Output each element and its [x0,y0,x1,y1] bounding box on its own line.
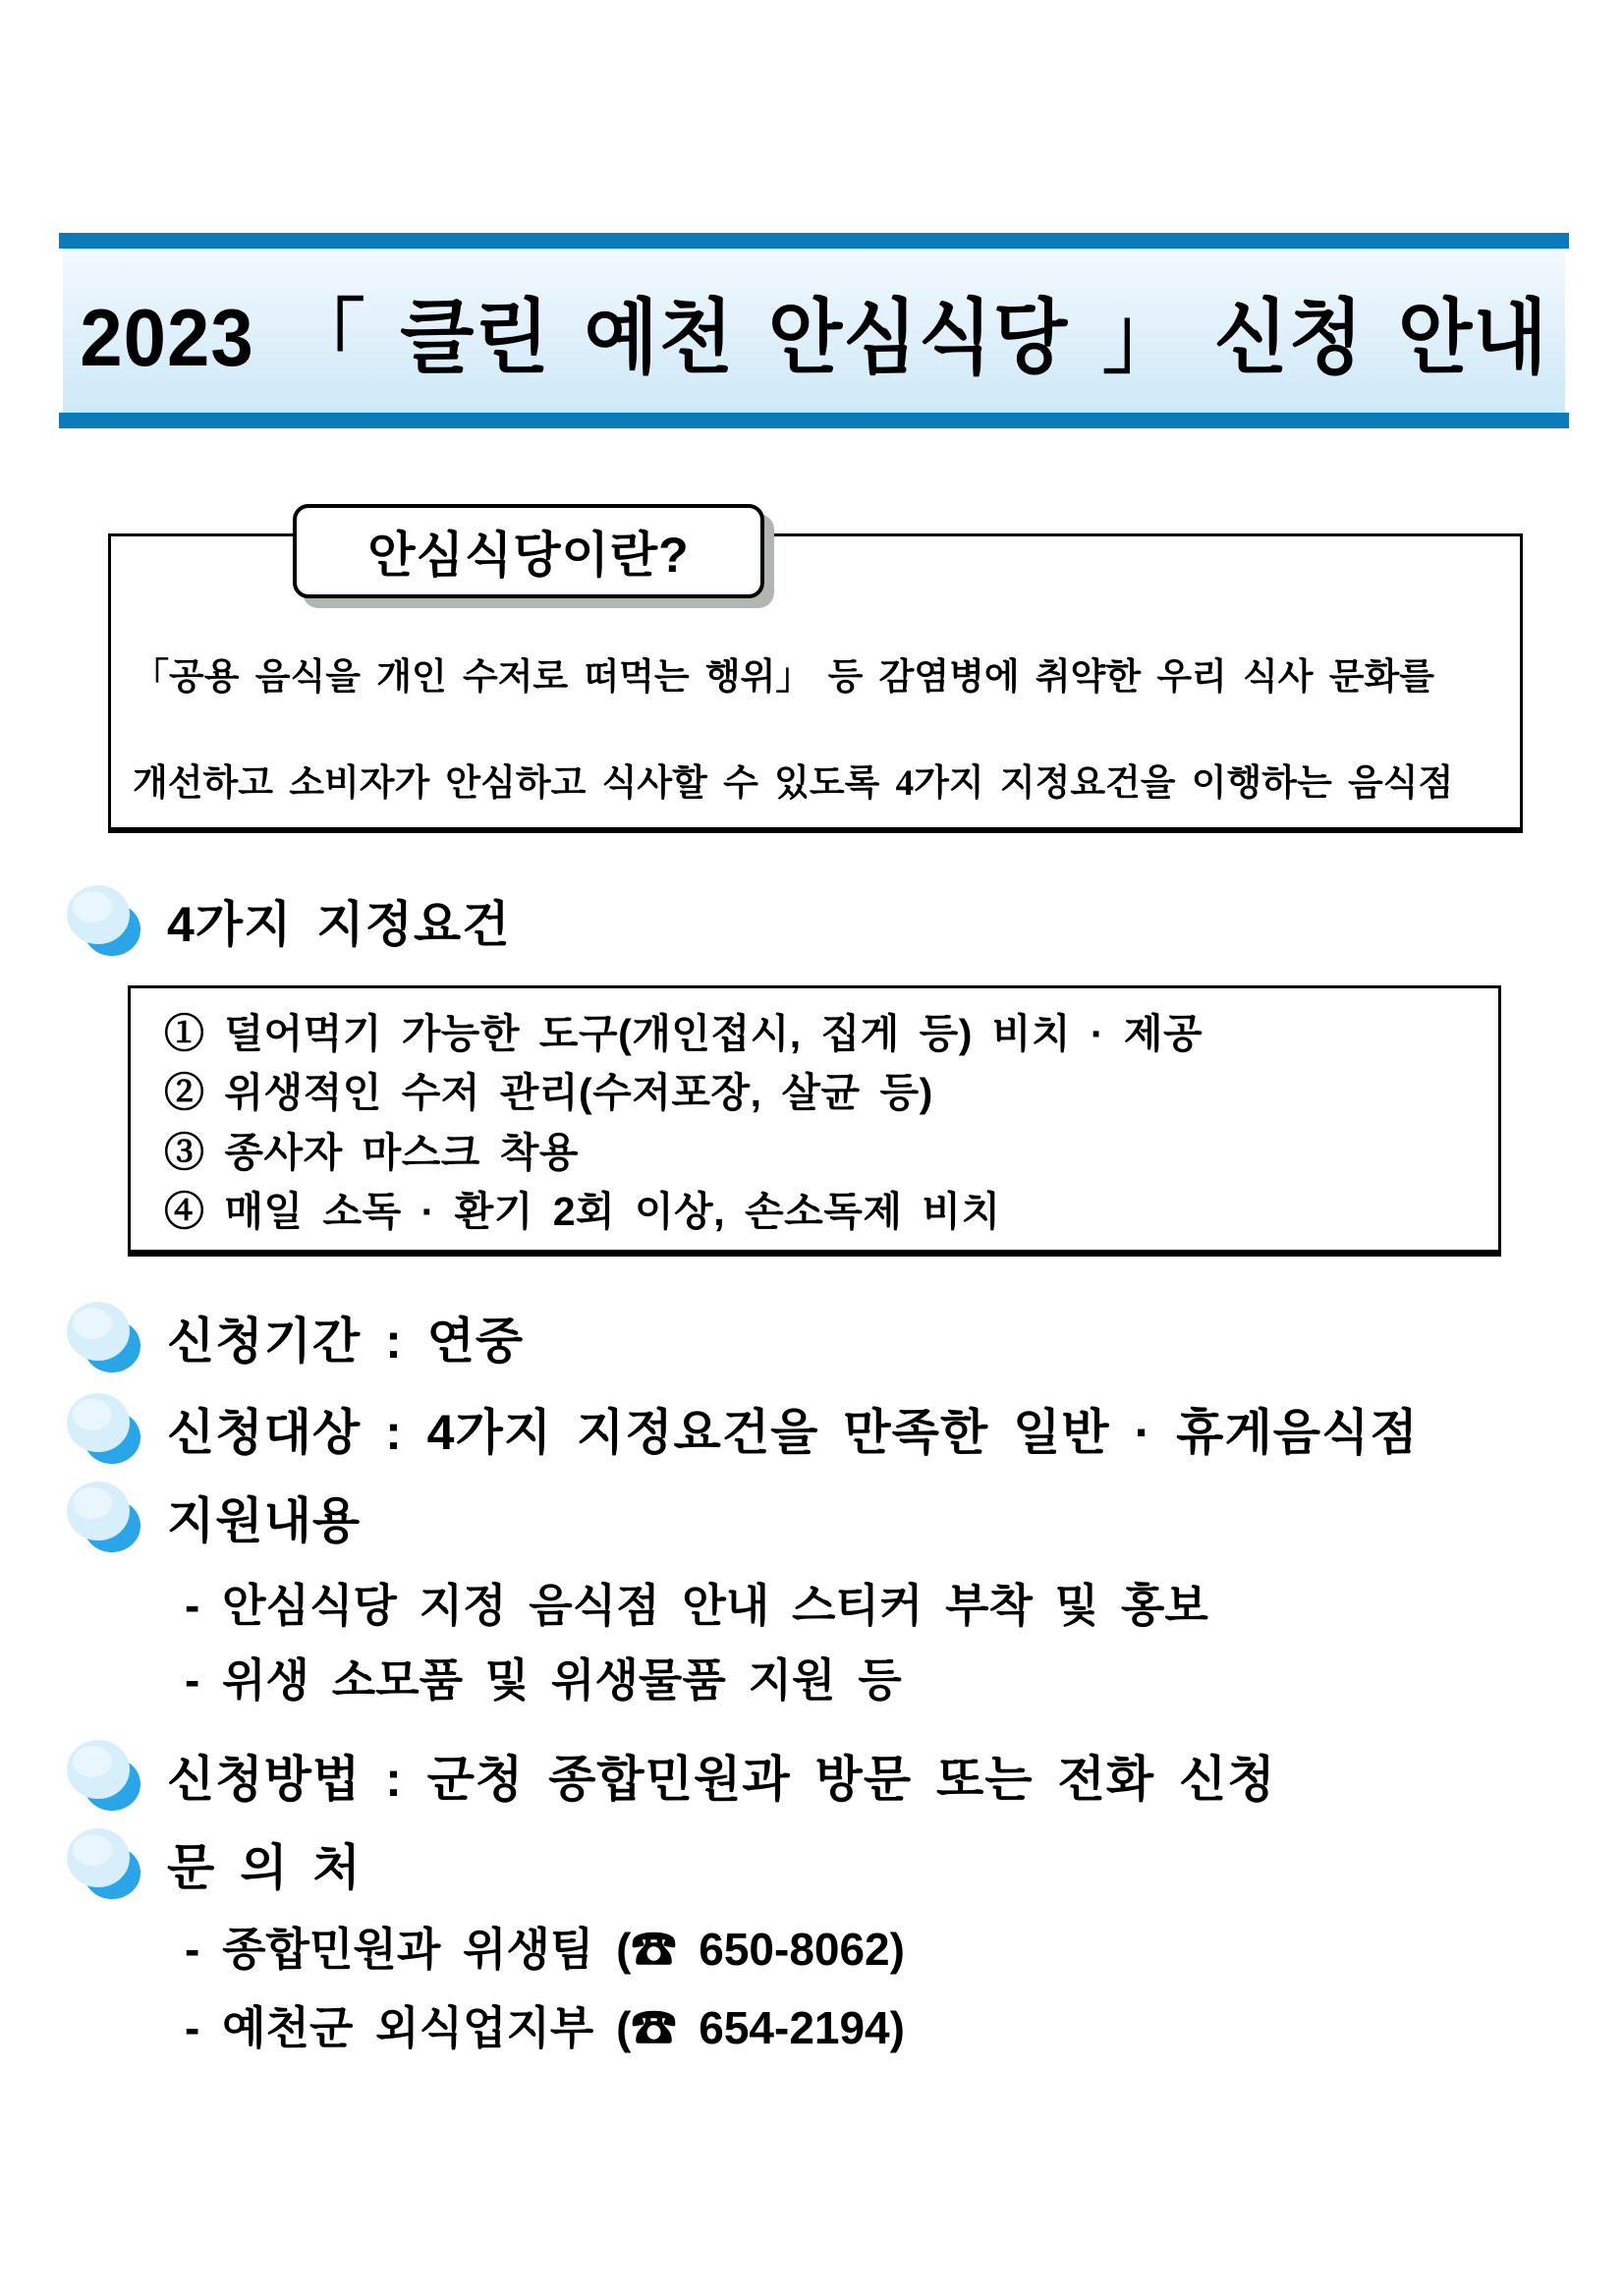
target-row [65,1390,1419,1467]
method-label: 신청방법 : 군청 종합민원과 방문 또는 전화 신청 [167,1752,1276,1807]
sphere-bullet-icon [65,1826,141,1901]
definition-label: 안심식당이란? [293,504,764,598]
sphere-bullet-icon [65,1738,141,1813]
contact-row [65,1825,362,1902]
support-row [65,1479,361,1555]
contact-subitem-2: - 예천군 외식업지부 (☎ 654-2194) [185,2002,905,2053]
target-label: 신청대상 : 4가지 지정요건을 만족한 일반 · 휴게음식점 [167,1405,1419,1460]
sphere-bullet-icon [65,1391,141,1466]
support-subitem-1: - 안심식당 지정 음식점 안내 스티커 부착 및 홍보 [185,1580,1208,1631]
support-label: 지원내용 [167,1493,362,1548]
requirement-item-2: ② 위생적인 수저 관리(수저포장, 살균 등) [164,1070,933,1116]
definition-line-1: 「공용 음식을 개인 수저로 떠먹는 행위」 등 감염병에 취약한 우리 식사 문화를 [133,657,1435,698]
support-subitem-2: - 위생 소모품 및 위생물품 지원 등 [185,1654,902,1706]
sphere-bullet-icon [65,1300,141,1374]
requirement-item-3: ③ 종사자 마스크 착용 [164,1129,580,1175]
banner-bottom-bar [59,413,1569,428]
page-title: 2023 「 클린 예천 안심식당 」 신청 안내 [80,291,1548,383]
requirement-item-4: ④ 매일 소독 · 환기 2회 이상, 손소독제 비치 [164,1189,1001,1235]
contact-subitem-1: - 종합민원과 위생팀 (☎ 650-8062) [185,1924,905,1975]
requirements-heading: 4가지 지정요건 [167,897,511,952]
requirement-item-1: ① 덜어먹기 가능한 도구(개인접시, 집게 등) 비치 · 제공 [164,1010,1204,1056]
sphere-bullet-icon [65,1480,141,1554]
period-label: 신청기간 : 연중 [167,1314,525,1369]
sphere-bullet-icon [65,883,141,958]
definition-line-2: 개선하고 소비자가 안심하고 식사할 수 있도록 4가지 지정요건을 이행하는 음식점 [133,763,1454,804]
period-row [65,1299,524,1375]
banner [63,249,1565,413]
banner-top-bar [59,233,1569,249]
requirements-box [128,985,1501,1257]
contact-label: 문 의 처 [167,1840,362,1895]
method-row [65,1737,1276,1814]
requirements-heading-row [65,882,511,959]
